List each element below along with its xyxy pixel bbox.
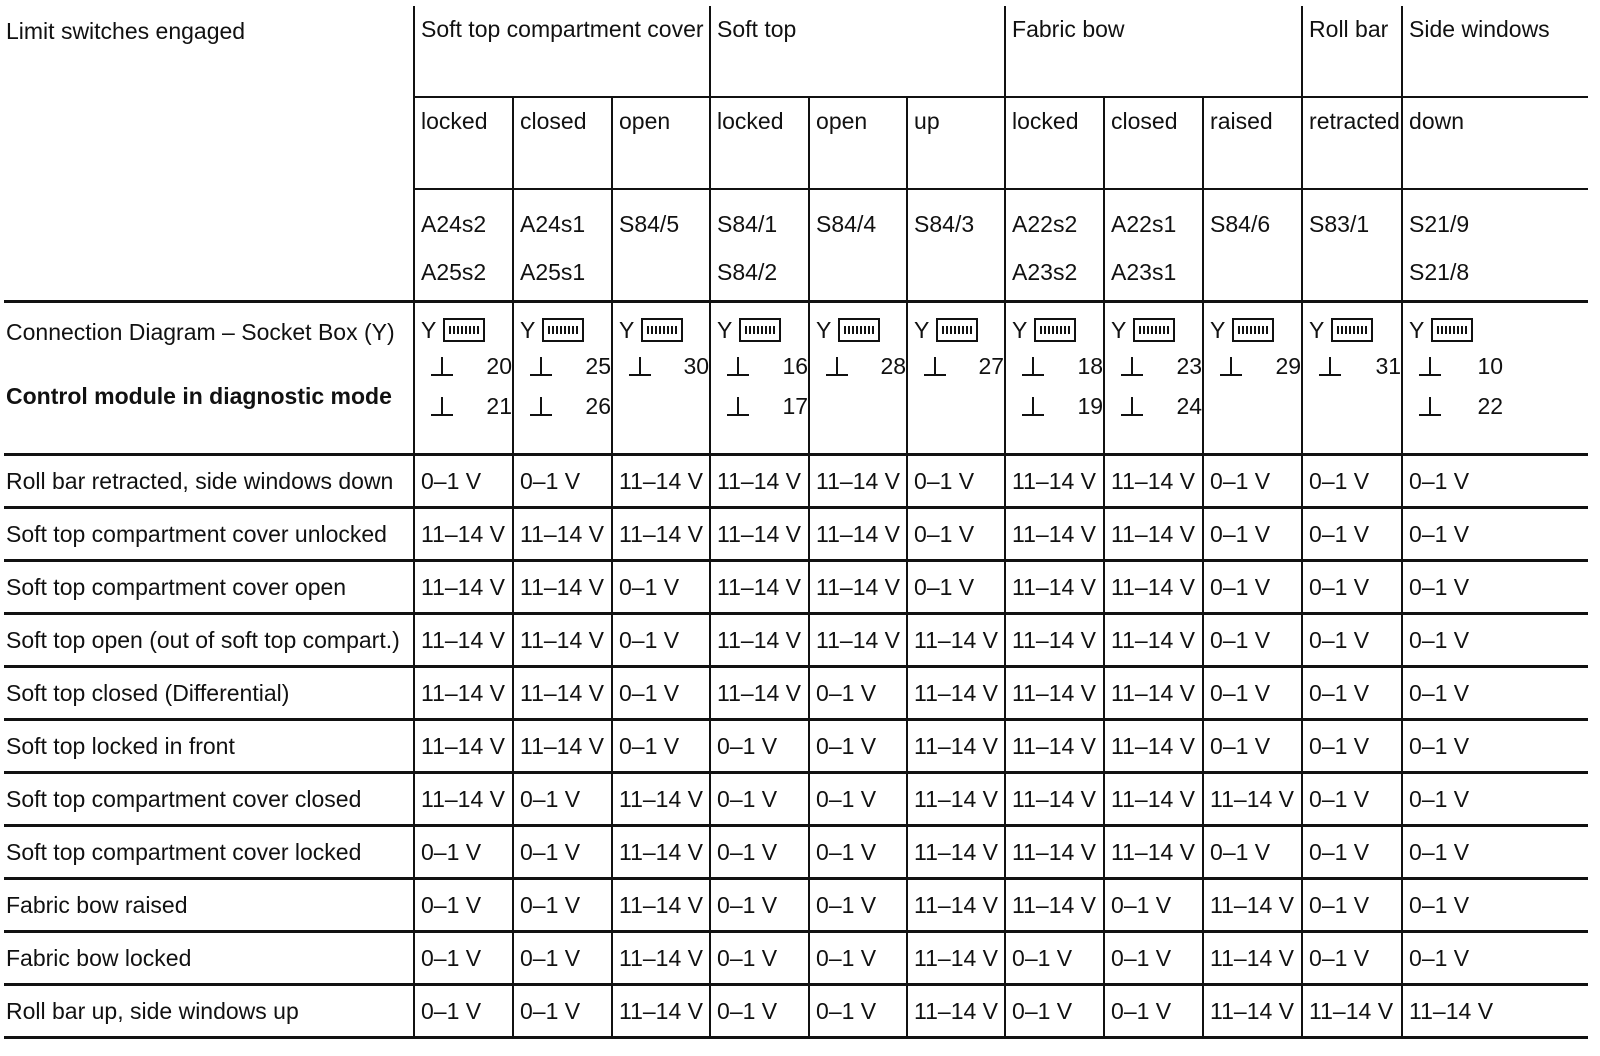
voltage-value: 11–14 V	[1005, 773, 1104, 826]
voltage-value: 11–14 V	[809, 455, 907, 508]
voltage-value: 11–14 V	[809, 561, 907, 614]
pin-number: 20	[486, 353, 512, 379]
switch-id-cell	[809, 189, 907, 302]
voltage-value: 11–14 V	[1005, 561, 1104, 614]
voltage-value: 11–14 V	[1104, 826, 1203, 879]
switch-id-cell	[710, 189, 809, 302]
voltage-value: 11–14 V	[414, 720, 513, 773]
connection-label-cell	[4, 302, 414, 455]
socket-box	[717, 315, 808, 345]
socket-pins-cell	[907, 302, 1005, 455]
switch-id: A23s1	[1111, 259, 1177, 285]
switch-id: A22s2	[1012, 211, 1078, 237]
voltage-value: 11–14 V	[907, 985, 1005, 1038]
ground-symbol-icon	[528, 395, 555, 417]
state-header: retracted	[1302, 97, 1402, 189]
state-header: locked	[1005, 97, 1104, 189]
socket-letter: Y	[1210, 317, 1226, 343]
voltage-value: 0–1 V	[1302, 561, 1402, 614]
pin-entry	[421, 387, 512, 425]
ground-symbol-icon	[824, 355, 850, 377]
voltage-value: 0–1 V	[1402, 879, 1588, 932]
voltage-value: 0–1 V	[710, 932, 809, 985]
voltage-value: 11–14 V	[710, 508, 809, 561]
socket-box-icon	[641, 318, 683, 342]
switch-id: A24s2	[421, 211, 487, 237]
voltage-value: 0–1 V	[809, 932, 907, 985]
connection-row	[4, 302, 1588, 455]
diagnostic-mode-label: Control module in diagnostic mode	[6, 383, 392, 409]
condition-row	[4, 773, 1588, 826]
socket-box-icon	[1133, 318, 1175, 342]
voltage-value: 11–14 V	[1005, 508, 1104, 561]
ground-symbol-icon	[725, 395, 752, 417]
voltage-value: 11–14 V	[907, 879, 1005, 932]
ground-symbol-icon	[528, 355, 555, 377]
voltage-value: 11–14 V	[809, 614, 907, 667]
pin-number: 16	[782, 353, 809, 379]
ground-symbol-icon	[429, 355, 456, 377]
pin-number: 27	[978, 353, 1005, 379]
voltage-value: 0–1 V	[513, 773, 612, 826]
condition-row	[4, 879, 1588, 932]
condition-row	[4, 826, 1588, 879]
voltage-value: 0–1 V	[907, 561, 1005, 614]
socket-pins-cell	[1005, 302, 1104, 455]
voltage-value: 0–1 V	[1402, 561, 1588, 614]
condition-row	[4, 561, 1588, 614]
voltage-value: 0–1 V	[414, 985, 513, 1038]
voltage-value: 0–1 V	[513, 455, 612, 508]
pin-number: 28	[880, 353, 907, 379]
socket-pins-cell	[1302, 302, 1402, 455]
pin-number: 18	[1077, 353, 1104, 379]
voltage-value: 11–14 V	[414, 773, 513, 826]
pin-entry	[1012, 387, 1103, 425]
voltage-value: 11–14 V	[612, 932, 710, 985]
socket-pins-cell	[612, 302, 710, 455]
voltage-value: 11–14 V	[1203, 932, 1302, 985]
socket-box-icon	[1431, 318, 1473, 342]
pin-entry	[1111, 347, 1202, 385]
state-header: open	[809, 97, 907, 189]
switch-id: S21/9	[1409, 211, 1470, 237]
switch-id	[816, 248, 906, 296]
voltage-value: 0–1 V	[1104, 932, 1203, 985]
switch-id: S84/2	[717, 259, 778, 285]
voltage-value: 0–1 V	[612, 614, 710, 667]
ground-symbol-icon	[725, 355, 752, 377]
voltage-value: 0–1 V	[414, 455, 513, 508]
switch-id	[1210, 248, 1301, 296]
voltage-value: 0–1 V	[809, 667, 907, 720]
voltage-value: 0–1 V	[1402, 455, 1588, 508]
socket-letter: Y	[816, 317, 832, 343]
socket-box	[1409, 315, 1588, 345]
voltage-value: 11–14 V	[1005, 720, 1104, 773]
ground-symbol-icon	[1119, 355, 1146, 377]
socket-letter: Y	[520, 317, 536, 343]
voltage-value: 11–14 V	[1005, 667, 1104, 720]
condition-label: Soft top compartment cover open	[4, 561, 414, 614]
switch-id-cell	[1005, 189, 1104, 302]
socket-box	[816, 315, 906, 345]
pin-number: 26	[585, 393, 611, 419]
pin-entry	[1409, 347, 1588, 385]
socket-pins-cell	[809, 302, 907, 455]
socket-box-icon	[1034, 318, 1076, 342]
pin-number: 17	[782, 393, 809, 419]
socket-box-icon	[1232, 318, 1274, 342]
pin-number: 29	[1275, 353, 1302, 379]
group-header: Soft top compartment cover	[414, 6, 710, 97]
socket-box-icon	[739, 318, 781, 342]
switch-id-cell	[1302, 189, 1402, 302]
voltage-value: 0–1 V	[907, 508, 1005, 561]
condition-label: Fabric bow raised	[4, 879, 414, 932]
pin-entry	[717, 387, 808, 425]
voltage-value: 0–1 V	[1402, 826, 1588, 879]
voltage-value: 0–1 V	[1402, 508, 1588, 561]
switch-id-cell	[414, 189, 513, 302]
condition-row	[4, 667, 1588, 720]
voltage-value: 11–14 V	[907, 720, 1005, 773]
voltage-value: 0–1 V	[710, 773, 809, 826]
voltage-value: 0–1 V	[513, 879, 612, 932]
voltage-value: 0–1 V	[1402, 720, 1588, 773]
pin-entry	[520, 347, 611, 385]
voltage-value: 0–1 V	[809, 985, 907, 1038]
socket-box	[520, 315, 611, 345]
pin-entry	[1309, 347, 1401, 385]
condition-row	[4, 932, 1588, 985]
voltage-value: 0–1 V	[1302, 667, 1402, 720]
state-header: up	[907, 97, 1005, 189]
voltage-value: 11–14 V	[907, 773, 1005, 826]
voltage-value: 11–14 V	[414, 561, 513, 614]
state-header: locked	[710, 97, 809, 189]
voltage-value: 11–14 V	[1005, 455, 1104, 508]
pin-number: 19	[1077, 393, 1104, 419]
pin-entry	[421, 347, 512, 385]
switch-id	[619, 248, 709, 296]
pin-entry	[1012, 347, 1103, 385]
voltage-value: 0–1 V	[809, 773, 907, 826]
socket-pins-cell	[414, 302, 513, 455]
condition-label: Soft top locked in front	[4, 720, 414, 773]
socket-letter: Y	[421, 317, 437, 343]
voltage-value: 0–1 V	[414, 826, 513, 879]
voltage-value: 11–14 V	[1203, 773, 1302, 826]
socket-box	[914, 315, 1004, 345]
switch-id-cell	[1203, 189, 1302, 302]
ground-symbol-icon	[1417, 395, 1445, 417]
condition-label: Soft top compartment cover locked	[4, 826, 414, 879]
voltage-value: 0–1 V	[1402, 932, 1588, 985]
voltage-value: 0–1 V	[1203, 720, 1302, 773]
state-header: raised	[1203, 97, 1302, 189]
group-header: Side windows	[1402, 6, 1588, 97]
ground-symbol-icon	[1020, 395, 1047, 417]
pin-entry	[1210, 347, 1301, 385]
pin-number: 25	[585, 353, 611, 379]
voltage-value: 0–1 V	[809, 879, 907, 932]
socket-box-icon	[1331, 318, 1373, 342]
voltage-value: 0–1 V	[513, 932, 612, 985]
socket-letter: Y	[1111, 317, 1127, 343]
state-header: down	[1402, 97, 1588, 189]
voltage-value: 0–1 V	[1302, 720, 1402, 773]
pin-entry	[1111, 387, 1202, 425]
switch-id: A23s2	[1012, 259, 1078, 285]
switch-id: A22s1	[1111, 211, 1177, 237]
voltage-value: 11–14 V	[1104, 773, 1203, 826]
voltage-value: 0–1 V	[1302, 826, 1402, 879]
pin-number: 24	[1176, 393, 1203, 419]
condition-label: Roll bar retracted, side windows down	[4, 455, 414, 508]
pin-number: 30	[683, 353, 710, 379]
voltage-value: 11–14 V	[1104, 720, 1203, 773]
voltage-value: 0–1 V	[809, 720, 907, 773]
voltage-value: 11–14 V	[414, 614, 513, 667]
pin-entry	[914, 347, 1004, 385]
state-header: open	[612, 97, 710, 189]
socket-box	[1012, 315, 1103, 345]
pin-entry	[619, 347, 709, 385]
pin-number: 23	[1176, 353, 1203, 379]
voltage-value: 0–1 V	[1203, 561, 1302, 614]
condition-label: Roll bar up, side windows up	[4, 985, 414, 1038]
socket-box	[421, 315, 512, 345]
voltage-value: 11–14 V	[1203, 879, 1302, 932]
voltage-value: 11–14 V	[513, 508, 612, 561]
voltage-value: 0–1 V	[1005, 932, 1104, 985]
socket-box	[619, 315, 709, 345]
voltage-value: 0–1 V	[1104, 985, 1203, 1038]
socket-pins-cell	[513, 302, 612, 455]
condition-label: Soft top closed (Differential)	[4, 667, 414, 720]
voltage-value: 0–1 V	[1203, 508, 1302, 561]
socket-box-icon	[838, 318, 880, 342]
voltage-value: 11–14 V	[612, 455, 710, 508]
group-header-row	[4, 6, 1588, 97]
voltage-value: 0–1 V	[1203, 826, 1302, 879]
voltage-value: 0–1 V	[513, 985, 612, 1038]
group-header: Soft top	[710, 6, 1005, 97]
socket-box-icon	[443, 318, 485, 342]
pin-number: 31	[1375, 353, 1402, 379]
switch-id-cell	[907, 189, 1005, 302]
voltage-value: 11–14 V	[809, 508, 907, 561]
voltage-value: 0–1 V	[612, 667, 710, 720]
switch-id: S83/1	[1309, 211, 1370, 237]
pin-entry	[1409, 387, 1588, 425]
voltage-value: 11–14 V	[1302, 985, 1402, 1038]
voltage-value: 11–14 V	[612, 508, 710, 561]
voltage-value: 11–14 V	[612, 879, 710, 932]
pin-entry	[816, 347, 906, 385]
condition-row	[4, 455, 1588, 508]
socket-box-icon	[542, 318, 584, 342]
limit-switch-voltage-table	[4, 6, 1588, 1039]
voltage-value: 11–14 V	[907, 614, 1005, 667]
voltage-value: 11–14 V	[710, 455, 809, 508]
voltage-value: 0–1 V	[1302, 773, 1402, 826]
voltage-value: 11–14 V	[1005, 879, 1104, 932]
voltage-value: 0–1 V	[710, 879, 809, 932]
state-header: locked	[414, 97, 513, 189]
voltage-value: 0–1 V	[710, 720, 809, 773]
condition-label: Soft top open (out of soft top compart.)	[4, 614, 414, 667]
voltage-value: 11–14 V	[1104, 455, 1203, 508]
pin-entry	[520, 387, 611, 425]
voltage-value: 11–14 V	[513, 561, 612, 614]
voltage-value: 11–14 V	[1402, 985, 1588, 1038]
voltage-value: 0–1 V	[809, 826, 907, 879]
ground-symbol-icon	[1218, 355, 1245, 377]
condition-label: Soft top compartment cover closed	[4, 773, 414, 826]
voltage-value: 11–14 V	[1104, 667, 1203, 720]
voltage-value: 11–14 V	[612, 985, 710, 1038]
group-header: Fabric bow	[1005, 6, 1302, 97]
voltage-value: 11–14 V	[513, 667, 612, 720]
voltage-value: 0–1 V	[612, 720, 710, 773]
voltage-value: 11–14 V	[612, 773, 710, 826]
switch-id-cell	[612, 189, 710, 302]
voltage-value: 11–14 V	[1104, 614, 1203, 667]
voltage-value: 11–14 V	[414, 508, 513, 561]
condition-row	[4, 508, 1588, 561]
pin-number: 22	[1477, 393, 1504, 419]
voltage-value: 11–14 V	[710, 667, 809, 720]
ground-symbol-icon	[1020, 355, 1047, 377]
voltage-value: 0–1 V	[1302, 455, 1402, 508]
voltage-value: 0–1 V	[1302, 508, 1402, 561]
switch-id: S84/3	[914, 211, 975, 237]
socket-box	[1210, 315, 1301, 345]
switch-id: S84/1	[717, 211, 778, 237]
ground-symbol-icon	[429, 395, 456, 417]
condition-row	[4, 985, 1588, 1038]
socket-letter: Y	[1309, 317, 1325, 343]
voltage-value: 11–14 V	[1005, 826, 1104, 879]
condition-row	[4, 720, 1588, 773]
voltage-value: 0–1 V	[513, 826, 612, 879]
voltage-value: 11–14 V	[612, 826, 710, 879]
voltage-value: 11–14 V	[907, 826, 1005, 879]
ground-symbol-icon	[1417, 355, 1445, 377]
switch-id: A24s1	[520, 211, 586, 237]
voltage-value: 0–1 V	[710, 985, 809, 1038]
voltage-value: 0–1 V	[612, 561, 710, 614]
socket-letter: Y	[619, 317, 635, 343]
voltage-value: 0–1 V	[1005, 985, 1104, 1038]
ground-symbol-icon	[1317, 355, 1344, 377]
voltage-value: 0–1 V	[1203, 455, 1302, 508]
switch-id: S84/6	[1210, 211, 1271, 237]
socket-pins-cell	[1203, 302, 1302, 455]
socket-box-icon	[936, 318, 978, 342]
voltage-value: 11–14 V	[1104, 561, 1203, 614]
voltage-value: 0–1 V	[907, 455, 1005, 508]
switch-id-cell	[1104, 189, 1203, 302]
voltage-value: 0–1 V	[1203, 614, 1302, 667]
socket-pins-cell	[1104, 302, 1203, 455]
switch-id: A25s1	[520, 259, 586, 285]
condition-label: Fabric bow locked	[4, 932, 414, 985]
voltage-value: 11–14 V	[414, 667, 513, 720]
voltage-value: 0–1 V	[414, 932, 513, 985]
condition-row	[4, 614, 1588, 667]
pin-number: 21	[486, 393, 512, 419]
condition-label: Soft top compartment cover unlocked	[4, 508, 414, 561]
voltage-value: 0–1 V	[1302, 614, 1402, 667]
socket-pins-cell	[1402, 302, 1588, 455]
voltage-value: 11–14 V	[907, 667, 1005, 720]
group-header: Roll bar	[1302, 6, 1402, 97]
voltage-value: 0–1 V	[1402, 614, 1588, 667]
voltage-value: 11–14 V	[1005, 614, 1104, 667]
pin-number: 10	[1477, 353, 1504, 379]
voltage-value: 11–14 V	[1203, 985, 1302, 1038]
connection-diagram-label: Connection Diagram – Socket Box (Y)	[6, 319, 395, 345]
switch-id: S21/8	[1409, 259, 1470, 285]
switch-id: S84/5	[619, 211, 680, 237]
voltage-value: 0–1 V	[1203, 667, 1302, 720]
voltage-value: 0–1 V	[1302, 879, 1402, 932]
switch-id	[1309, 248, 1401, 296]
state-header: closed	[513, 97, 612, 189]
ground-symbol-icon	[627, 355, 653, 377]
socket-letter: Y	[1012, 317, 1028, 343]
voltage-value: 0–1 V	[1302, 932, 1402, 985]
state-header: closed	[1104, 97, 1203, 189]
voltage-value: 11–14 V	[513, 614, 612, 667]
voltage-value: 11–14 V	[513, 720, 612, 773]
voltage-value: 11–14 V	[1104, 508, 1203, 561]
switch-id-cell	[1402, 189, 1588, 302]
voltage-value: 11–14 V	[710, 561, 809, 614]
voltage-value: 0–1 V	[1402, 773, 1588, 826]
voltage-value: 11–14 V	[710, 614, 809, 667]
switch-id: A25s2	[421, 259, 487, 285]
voltage-value: 11–14 V	[907, 932, 1005, 985]
voltage-value: 0–1 V	[414, 879, 513, 932]
switch-id	[914, 248, 1004, 296]
ground-symbol-icon	[922, 355, 948, 377]
switch-id: S84/4	[816, 211, 877, 237]
voltage-value: 0–1 V	[1402, 667, 1588, 720]
socket-pins-cell	[710, 302, 809, 455]
limit-switch-voltage-table-document	[4, 6, 1588, 1039]
ground-symbol-icon	[1119, 395, 1146, 417]
socket-box	[1309, 315, 1401, 345]
voltage-value: 0–1 V	[710, 826, 809, 879]
socket-box	[1111, 315, 1202, 345]
limit-switches-engaged-label: Limit switches engaged	[4, 6, 414, 302]
pin-entry	[717, 347, 808, 385]
voltage-value: 0–1 V	[1104, 879, 1203, 932]
socket-letter: Y	[717, 317, 733, 343]
socket-letter: Y	[1409, 317, 1425, 343]
socket-letter: Y	[914, 317, 930, 343]
switch-id-cell	[513, 189, 612, 302]
